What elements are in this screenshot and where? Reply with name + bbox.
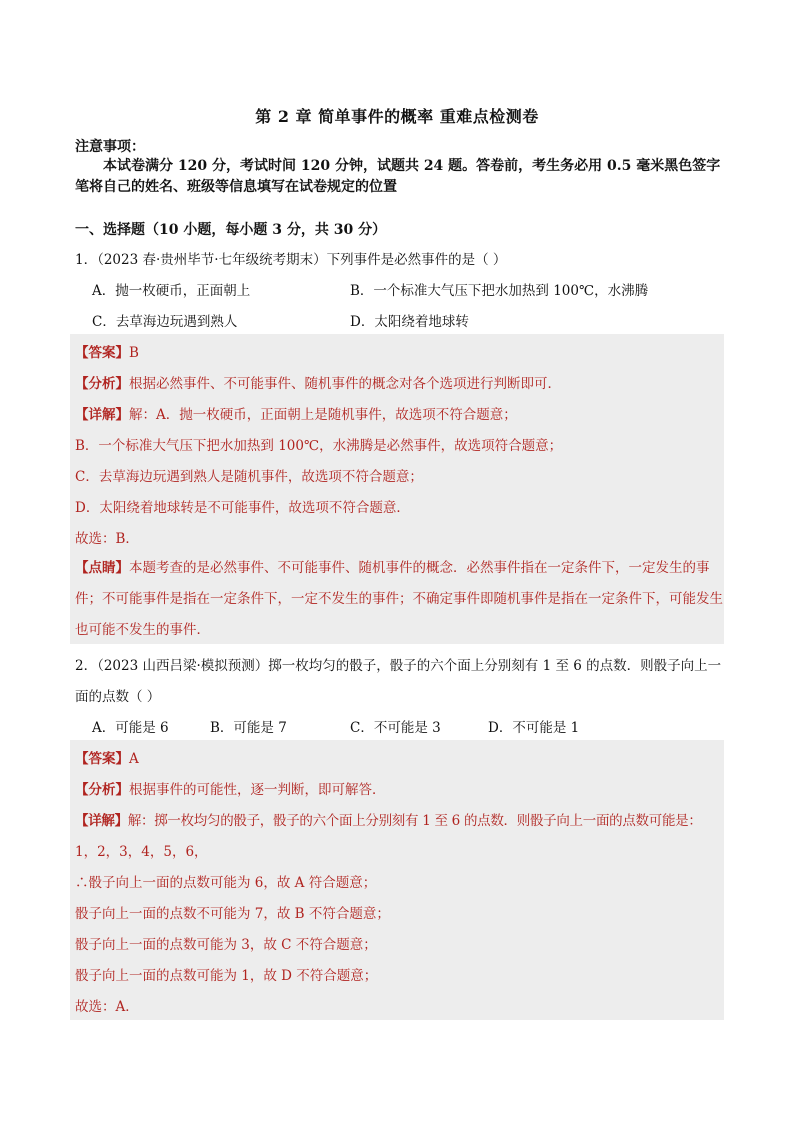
q2-option-d: D．不可能是 1	[488, 720, 580, 736]
section-heading: 一、选择题（10 小题，每小题 3 分，共 30 分）	[75, 222, 387, 238]
q1-choose: 故选：B．	[75, 531, 139, 547]
page-title: 第 2 章 简单事件的概率 重难点检测卷	[255, 107, 539, 126]
q1-answer-row	[75, 341, 139, 361]
q2-detail-line-4: 骰子向上一面的点数可能为 3，故 C 不符合题意；	[75, 937, 377, 953]
notice-text: 本试卷满分 120 分，考试时间 120 分钟，试题共 24 题。答卷前，考生务必用 0.5 毫米黑色签字笔将自己的姓名、班级等信息填写在试卷规定的位置	[75, 158, 721, 195]
q1-detail-line-4: D．太阳绕着地球转是不可能事件，故选项不符合题意．	[75, 500, 410, 516]
q1-detail-line-3: C．去草海边玩遇到熟人是随机事件，故选项不符合题意；	[75, 469, 423, 485]
q1-solution-block	[70, 334, 724, 644]
answer-tag: 【答案】	[75, 345, 129, 361]
q2-answer: A	[129, 751, 139, 767]
q2-analysis: 根据事件的可能性，逐一判断，即可解答．	[129, 782, 386, 798]
analysis-tag: 【分析】	[75, 782, 129, 798]
q2-detail-line-2: ∴骰子向上一面的点数可能为 6，故 A 符合题意；	[75, 875, 377, 891]
q2-option-c: C．不可能是 3	[350, 720, 441, 736]
q1-comment-row	[75, 553, 723, 646]
analysis-tag: 【分析】	[75, 376, 129, 392]
q2-detail-first: 解：掷一枚均匀的骰子，骰子的六个面上分别刻有 1 至 6 的点数．则骰子向上一面的点数可能是：	[127, 813, 702, 829]
question-1-stem: 1．（2023 春·贵州毕节·七年级统考期末）下列事件是必然事件的是（ ）	[75, 252, 507, 268]
q2-option-a: A．可能是 6	[92, 720, 169, 736]
q2-detail-line-3: 骰子向上一面的点数不可能为 7，故 B 不符合题意；	[75, 906, 390, 922]
q1-option-a: A．抛一枚硬币，正面朝上	[92, 283, 251, 299]
q1-comment: 本题考查的是必然事件、不可能事件、随机事件的概念．必然事件指在一定条件下，一定发生的事件；不可能事件是指在一定条件下，一定不发生的事件；不确定事件即随机事件是指在一定条件下，可能发生也可能不发生的事件．	[75, 560, 723, 638]
q1-detail-line-2: B．一个标准大气压下把水加热到 100℃，水沸腾是必然事件，故选项符合题意；	[75, 438, 563, 454]
q2-detail-row	[75, 809, 702, 829]
q2-detail-line-1: 1，2，3，4，5，6，	[75, 844, 208, 860]
question-2-stem: 2．（2023 山西吕梁·模拟预测）掷一枚均匀的骰子，骰子的六个面上分别刻有 1 至 6 的点数．则骰子向上一面的点数（ ）	[75, 658, 722, 705]
notice-label: 注意事项：	[75, 139, 145, 155]
q2-detail-line-5: 骰子向上一面的点数可能为 1，故 D 不符合题意；	[75, 968, 378, 984]
q1-analysis-row	[75, 372, 561, 392]
q1-option-c: C．去草海边玩遇到熟人	[92, 314, 238, 330]
q1-detail-row	[75, 403, 517, 423]
q2-analysis-row	[75, 778, 386, 798]
q2-solution-block	[70, 740, 724, 1020]
q1-option-d: D．太阳绕着地球转	[350, 314, 469, 330]
q2-option-b: B．可能是 7	[210, 720, 287, 736]
q1-detail-line-1: 解：A．抛一枚硬币，正面朝上是随机事件，故选项不符合题意；	[129, 407, 517, 423]
q1-answer: B	[129, 345, 139, 361]
q2-choose: 故选：A．	[75, 999, 139, 1015]
q1-option-b: B．一个标准大气压下把水加热到 100℃，水沸腾	[350, 283, 649, 299]
comment-tag: 【点睛】	[75, 560, 129, 576]
detail-tag: 【详解】	[75, 407, 129, 423]
answer-tag: 【答案】	[75, 751, 129, 767]
q2-answer-row	[75, 747, 139, 767]
detail-tag: 【详解】	[75, 813, 128, 829]
q1-analysis: 根据必然事件、不可能事件、随机事件的概念对各个选项进行判断即可．	[129, 376, 561, 392]
